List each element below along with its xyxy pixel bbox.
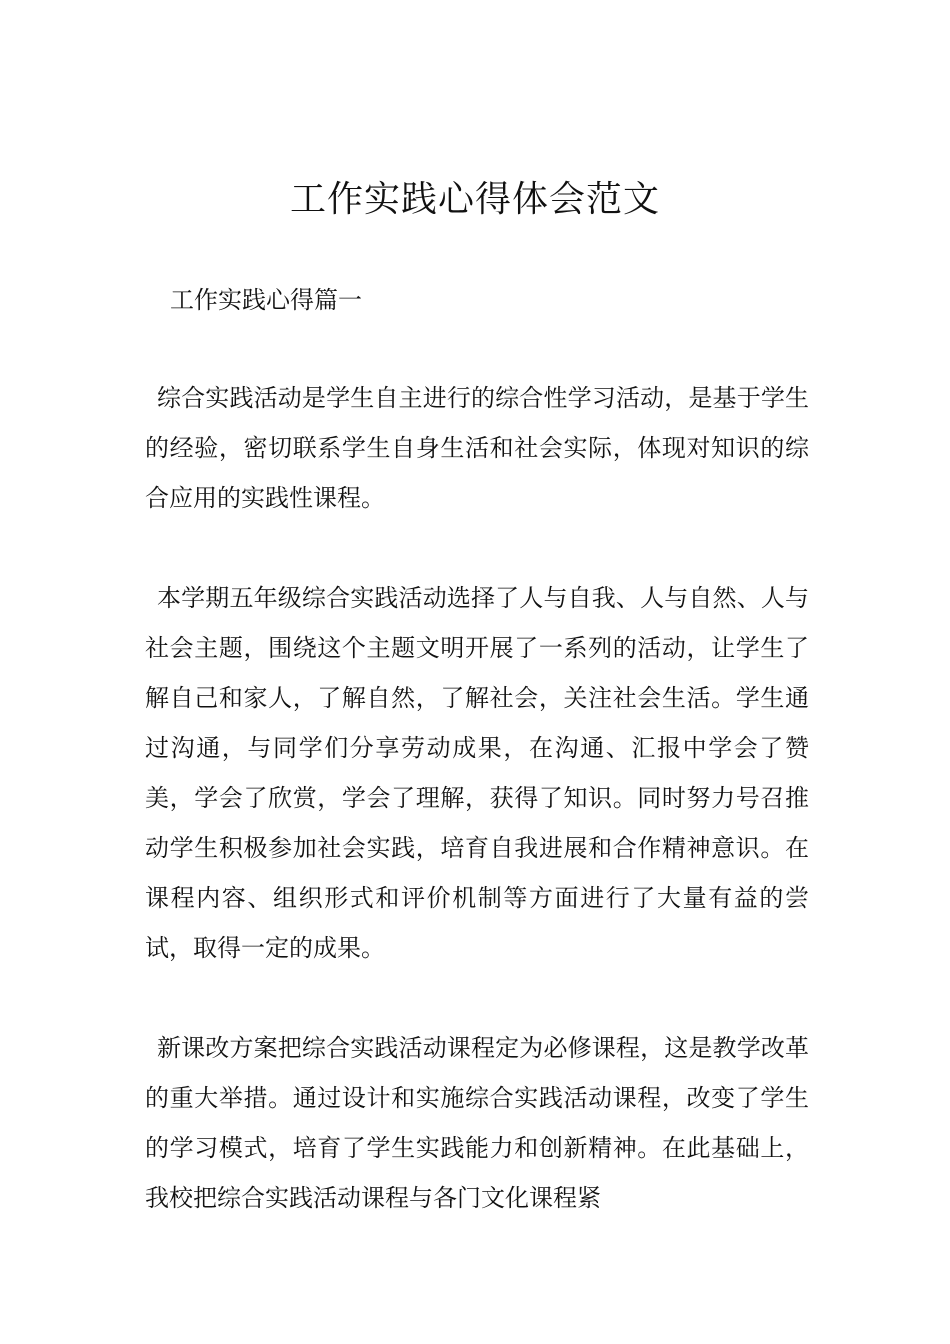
document-title: 工作实践心得体会范文 — [289, 179, 660, 220]
paragraph: 本学期五年级综合实践活动选择了人与自我、人与自然、人与社会主题，围绕这个主题文明开展了一系列的活动，让学生了解自己和家人，了解自然，了解社会，关注社会生活。学生通过沟通，与同学们分享劳动成果，在沟通、汇报中学会了赞美，学会了欣赏，学会了理解，获得了知识。同时努力号召推动学生积极参加社会实践，培育自我进展和合作精神意识。在课程内容、组织形式和评价机制等方面进行了大量有益的尝试，取得一定的成果。 — [145, 584, 809, 962]
paragraph: 综合实践活动是学生自主进行的综合性学习活动，是基于学生的经验，密切联系学生自身生活和社会实际，体现对知识的综合应用的实践性课程。 — [145, 384, 809, 512]
section-heading: 工作实践心得篇一 — [170, 286, 362, 314]
paragraph: 新课改方案把综合实践活动课程定为必修课程，这是教学改革的重大举措。通过设计和实施综合实践活动课程，改变了学生的学习模式，培育了学生实践能力和创新精神。在此基础上，我校把综合实践活动课程与各门文化课程紧 — [145, 1034, 809, 1212]
